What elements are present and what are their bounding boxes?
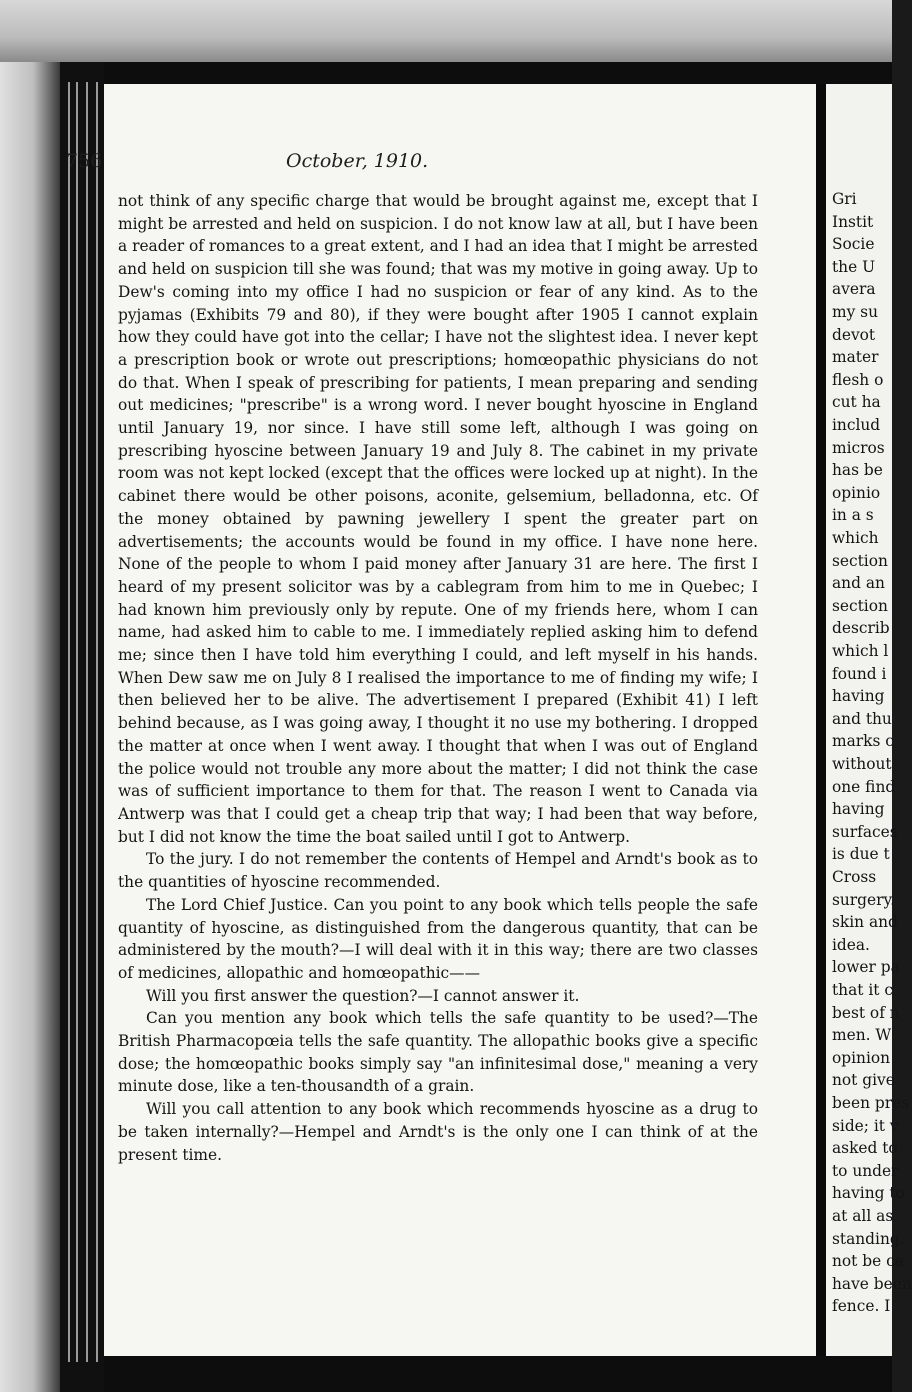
page-header [66,150,666,180]
next-page-line: one find [832,777,896,796]
next-page-line: without [832,755,892,773]
next-page-line: includ [832,416,881,434]
next-page-line: cut ha [832,393,881,412]
next-page-line: my su [832,303,878,321]
next-page-line: to under [832,1161,899,1180]
book-page-edges [60,62,104,1392]
next-page-line: marks c [832,732,894,751]
next-page-line: having [832,687,885,706]
next-page-line: having [832,800,885,819]
next-page-line: section [832,551,888,570]
next-page-line: mater [832,348,879,367]
next-page-line: found i [832,664,887,683]
next-page-line: not give [832,1071,895,1090]
next-page-line: has be [832,461,883,480]
next-page-line: opinio [832,483,881,502]
next-page-line: idea. [832,935,870,954]
next-page-line: lower pa [832,958,900,977]
next-page-line: having to [832,1184,905,1203]
next-page-line: fence. I [832,1297,891,1316]
next-page-line: asked to [832,1139,898,1158]
next-page-line: and an [832,574,885,593]
next-page-line: avera [832,280,876,299]
next-page-line: which [832,529,879,547]
next-page-line: devot [832,325,876,344]
next-page-line: standing. [832,1229,905,1248]
body-text [118,190,758,1166]
next-page-line: side; it v [832,1116,899,1135]
next-page-line: surgery. [832,890,896,909]
next-page-line: is due t [832,845,890,864]
next-page-line: which l [832,642,889,660]
next-page-line: describ [832,619,890,638]
next-page-line: best of n [832,1003,900,1022]
next-page-fragment [826,84,912,1356]
next-page-line: Cross [832,868,877,886]
paragraph: Will you first answer the question?—I cannot answer it. [146,986,580,1005]
scan-border-left [0,62,60,1392]
page-date: October, 1910. [286,150,429,172]
paragraph: Will you call attention to any book which recommends hyoscine as a drug to be taken internally?—Hempel and Arndt's is the only one I can think of at the present time. [118,1100,758,1164]
scan-dark-band-bottom [60,1350,892,1392]
next-page-line: flesh o [832,370,884,389]
next-page-line: men. W [832,1026,892,1045]
paragraph: The Lord Chief Justice. Can you point to any book which tells people the safe quantity of hyoscine, as distinguished from the dangerous quantity, that can be administered by the mouth?—I will deal with it in this way; there are two classes of medicines, allopathic and homœopathic—— [118,895,758,982]
paragraph: not think of any specific charge that would be brought against me, except that I might be arrested and held on suspicion. I do not know law at all, but I have been a reader of romances to a great extent, and I had an idea that I might be arrested and held on suspicion till she was found; that was my motive in going away. Up to Dew's coming into my office I had no suspicion or fear of any kind. As to the pyjamas (Exhibits 79 and 80), if they were bought after 1905 I cannot explain how they could have got into the cellar; I have not the slightest idea. I never kept a prescription book or wrote out prescriptions; homœopathic physicians do not do that. When I speak of prescribing for patients, I mean preparing and sending out medicines; "prescribe" is a wrong word. I never bought hyoscine in England until January 19, nor since. I have still some left, although I was going on prescribing hyoscine between January 19 and July 8. The cabinet in my private room was not kept locked (except that the offices were locked up at night). In the cabinet there would be other poisons, aconite, gelsemium, belladonna, etc. Of the money obtained by pawning jewellery I spent the greater part on advertisements; the accounts would be found in my office. I have none here. None of the people to whom I paid money after January 31 are here. The first I heard of my present solicitor was by a cablegram from him to me in Quebec; I had known him previously only by repute. One of my friends here, whom I can name, had asked him to cable to me. I immediately replied asking him to defend me; since then I have told him everything I could, and left myself in his hands. When Dew saw me on July 8 I realised the importance to me of finding my wife; I then believed her to be alive. The advertisement I prepared (Exhibit 41) I left behind because, as I was going away, I thought it no use my bothering. I dropped the matter at once when I went away. I thought that when I was out of England the police would not trouble any more about the matter; I did not think the case was of sufficient importance to them for that. The reason I went to Canada via Antwerp was that I could get a cheap trip that way; I had been that way before, but I did not know the time the boat sailed until I got to Antwerp. [118,192,758,846]
paragraph: To the jury. I do not remember the contents of Hempel and Arndt's book as to the quantities of hyoscine recommended. [118,850,758,892]
next-page-line: at all as [832,1207,894,1225]
next-page-line: micros [832,438,885,457]
book-gutter [816,84,826,1356]
paragraph: Can you mention any book which tells the safe quantity to be used?—The British Pharmacopœia tells the safe quantity. The allopathic books give a specific dose; the homœopathic books simply say "an infinitesimal dose," meaning a very minute dose, like a ten-thousandth of a grain. [118,1009,758,1096]
next-page-line: that it c [832,981,893,999]
next-page-line: have been [832,1274,912,1293]
next-page-line: not be ca [832,1252,904,1271]
next-page-line: been pres [832,1094,910,1112]
next-page-line: opinion [832,1048,891,1067]
next-page-line: Socie [832,235,875,254]
next-page-line: section [832,596,888,615]
page-number: 756 [66,150,103,172]
next-page-line: skin and [832,913,898,932]
next-page-line: and thu [832,709,892,728]
scan-border-top [0,0,892,62]
next-page-line: Instit [832,212,874,231]
next-page-line: the U [832,257,876,276]
next-page-line: Gri [832,190,857,208]
next-page-line: surfaces [832,822,898,841]
next-page-line: in a s [832,506,874,525]
